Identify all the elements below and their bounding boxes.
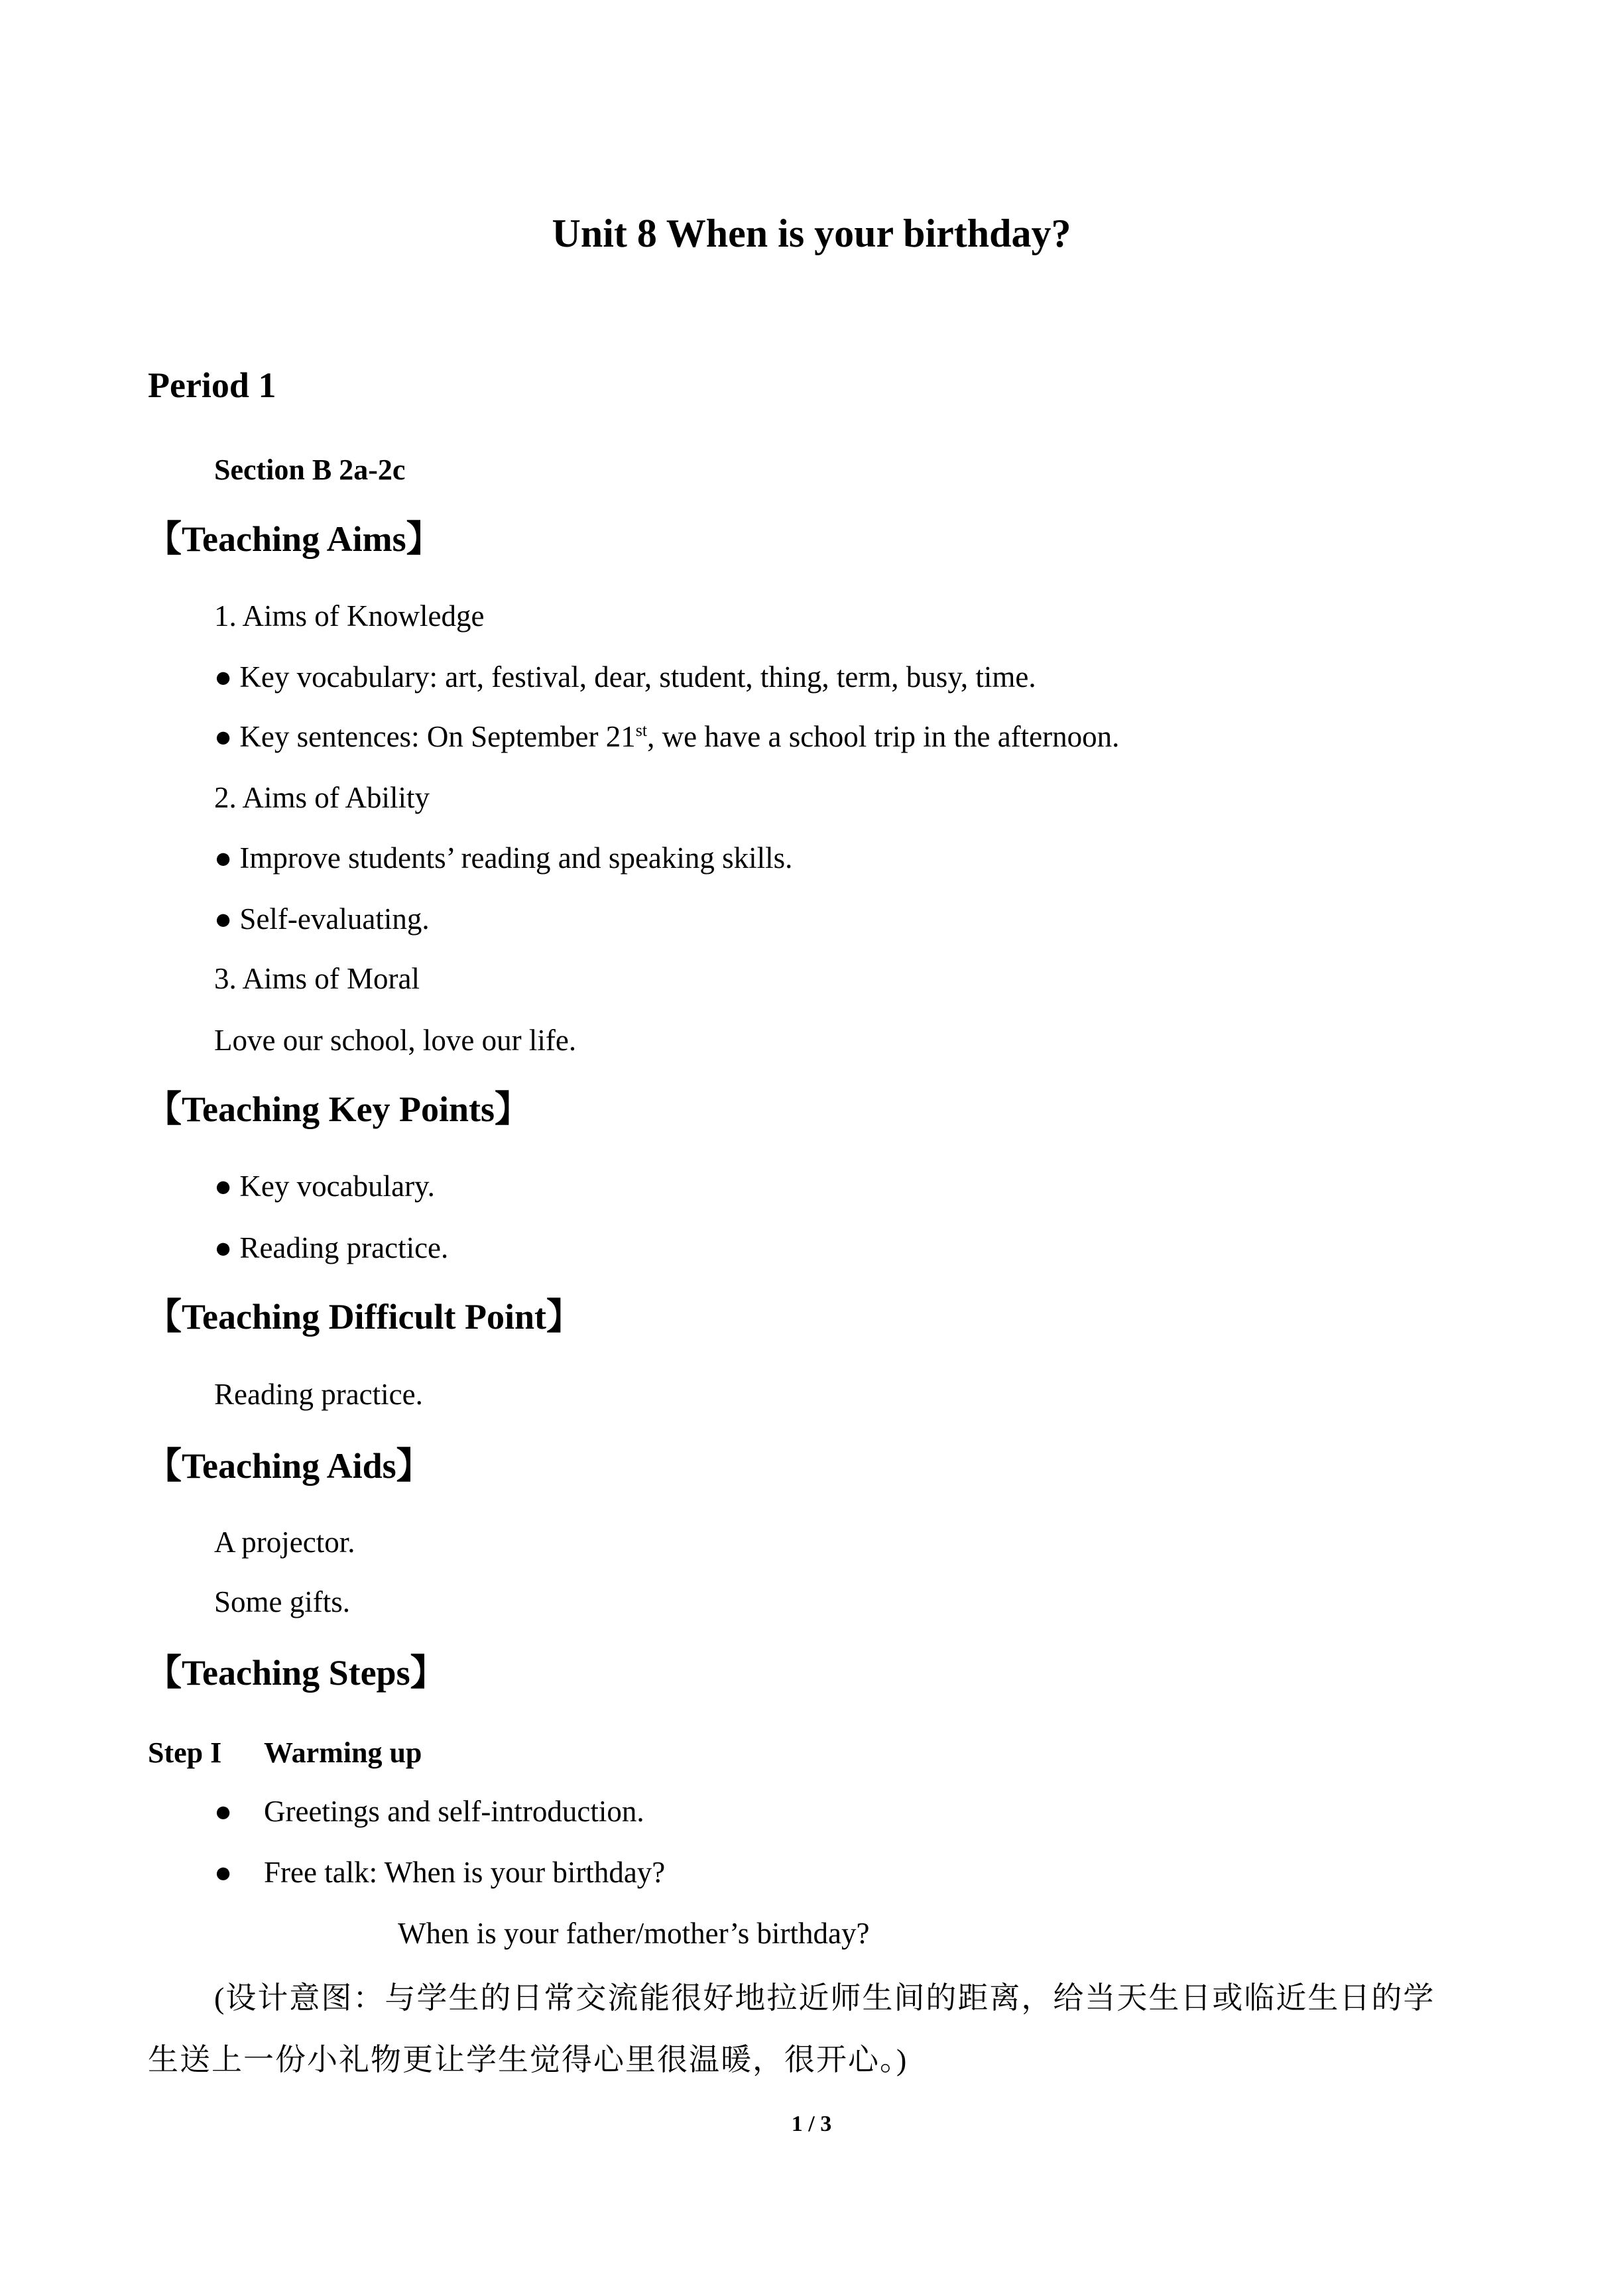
aid-gifts: Some gifts. — [214, 1585, 351, 1618]
key-point-vocabulary: ● Key vocabulary. — [214, 1170, 435, 1203]
aims-knowledge: 1. Aims of Knowledge — [214, 599, 485, 633]
aims-key-sentences: ● Key sentences: On September 21st, we have a school trip in the afternoon. — [214, 720, 1120, 753]
key-points-heading: 【Teaching Key Points】 — [146, 1089, 531, 1129]
difficult-point-reading: Reading practice. — [214, 1378, 423, 1411]
section-heading: Section B 2a-2c — [214, 453, 406, 486]
aims-key-vocabulary: ● Key vocabulary: art, festival, dear, student, thing, term, busy, time. — [214, 660, 1036, 694]
teaching-steps-heading: 【Teaching Steps】 — [146, 1653, 446, 1693]
teaching-aims-heading: 【Teaching Aims】 — [146, 519, 442, 559]
key-point-reading: ● Reading practice. — [214, 1231, 449, 1264]
page-number: 1 / 3 — [791, 2112, 832, 2136]
superscript-st: st — [635, 721, 648, 740]
design-intent-line2: 生送上一份小礼物更让学生觉得心里很温暖，很开心。) — [148, 2043, 908, 2077]
aims-ability: 2. Aims of Ability — [214, 781, 430, 814]
step-greetings: Greetings and self-introduction. — [264, 1795, 644, 1828]
aims-improve-skills: ● Improve students’ reading and speaking skills. — [214, 841, 793, 875]
aims-love-school: Love our school, love our life. — [214, 1024, 577, 1057]
step-number: Step I — [148, 1736, 222, 1769]
period-heading: Period 1 — [148, 365, 276, 405]
step-name: Warming up — [264, 1736, 422, 1769]
aims-self-evaluating: ● Self-evaluating. — [214, 902, 430, 936]
teaching-aids-heading: 【Teaching Aids】 — [146, 1446, 432, 1486]
difficult-point-heading: 【Teaching Difficult Point】 — [146, 1297, 583, 1337]
aid-projector: A projector. — [214, 1526, 355, 1559]
aims-moral: 3. Aims of Moral — [214, 962, 420, 995]
bullet-icon: ● — [214, 1795, 233, 1828]
document-title: Unit 8 When is your birthday? — [552, 211, 1071, 255]
design-intent-line1: (设计意图：与学生的日常交流能很好地拉近师生间的距离，给当天生日或临近生日的学 — [214, 1981, 1435, 2015]
bullet-icon: ● — [214, 1856, 233, 1889]
step-free-talk: Free talk: When is your birthday? — [264, 1856, 666, 1889]
step-free-talk-continued: When is your father/mother’s birthday? — [398, 1917, 870, 1950]
